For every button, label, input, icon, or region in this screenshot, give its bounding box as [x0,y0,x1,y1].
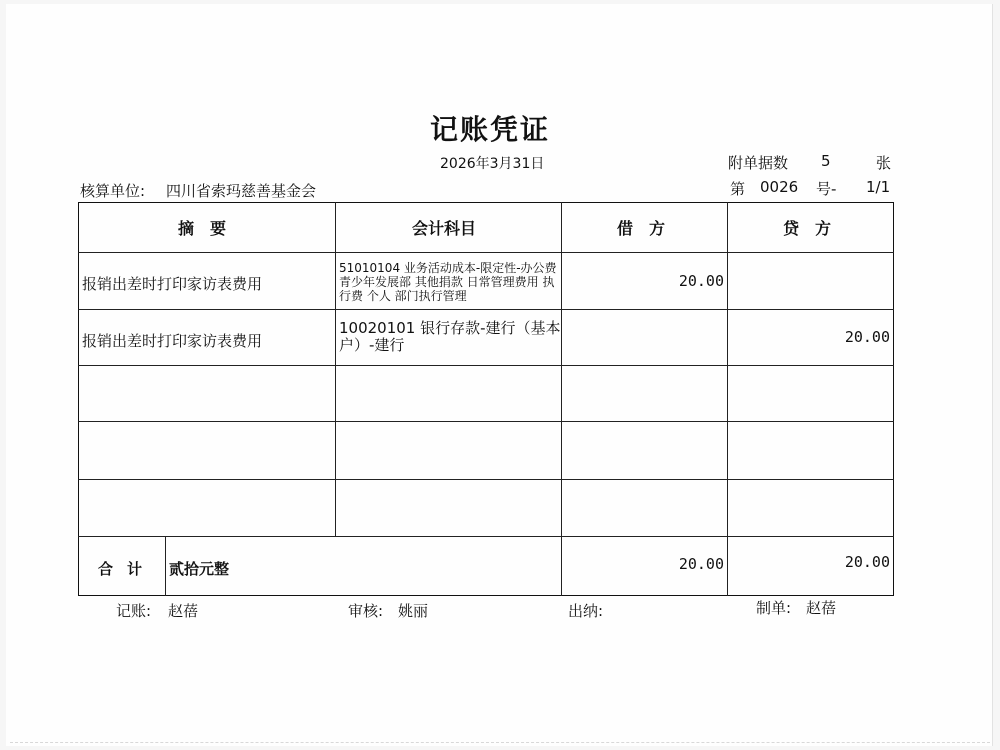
bookkeeper-name: 赵蓓 [168,602,199,620]
voucher-page: 1/1 [866,178,891,196]
bookkeeper-label: 记账: [116,602,152,620]
total-label: 合计 [98,560,157,578]
row1-debit: 20.00 [678,272,724,290]
voucher-no-suffix: 号- [816,180,837,198]
attachments-count: 5 [821,152,831,170]
paper-edge [10,742,990,749]
col-divider [335,202,336,536]
row1-account: 51010104 业务活动成本-限定性-办公费 青少年发展部 其他捐款 日常管理费用 执行费 个人 部门执行管理 [339,261,557,303]
row2-summary: 报销出差时打印家访表费用 [82,332,263,350]
attachments-unit: 张 [876,154,892,172]
row2-account: 10020101 银行存款-建行（基本户）-建行 [339,319,561,354]
attachments-label: 附单据数 [728,154,789,172]
accounting-unit-value: 四川省索玛慈善基金会 [166,182,317,200]
header-account: 会计科目 [412,219,477,238]
total-amount-words: 贰拾元整 [169,560,230,578]
row-divider [78,309,894,310]
voucher-number: 0026 [760,178,799,196]
total-credit: 20.00 [844,553,890,571]
cashier-label: 出纳: [568,602,604,620]
voucher-table [78,202,894,596]
voucher-date: 2026年3月31日 [440,156,545,172]
row-divider [78,479,894,480]
col-divider [165,536,166,596]
col-divider [727,202,728,596]
voucher-title: 记账凭证 [430,113,551,146]
header-summary: 摘 要 [178,219,227,238]
row1-summary: 报销出差时打印家访表费用 [82,275,263,293]
reviewer-label: 审核: [348,602,384,620]
total-debit: 20.00 [678,555,724,573]
header-debit: 借 方 [617,219,666,238]
row2-credit: 20.00 [844,328,890,346]
voucher-no-prefix: 第 [730,180,746,198]
preparer-label: 制单: [756,599,792,617]
row-divider [78,421,894,422]
preparer-name: 赵蓓 [806,599,837,617]
row-divider [78,365,894,366]
row-divider [78,536,894,537]
header-credit: 贷 方 [783,219,832,238]
reviewer-name: 姚丽 [398,602,429,620]
row-divider [78,252,894,253]
accounting-unit-label: 核算单位: [80,182,146,200]
